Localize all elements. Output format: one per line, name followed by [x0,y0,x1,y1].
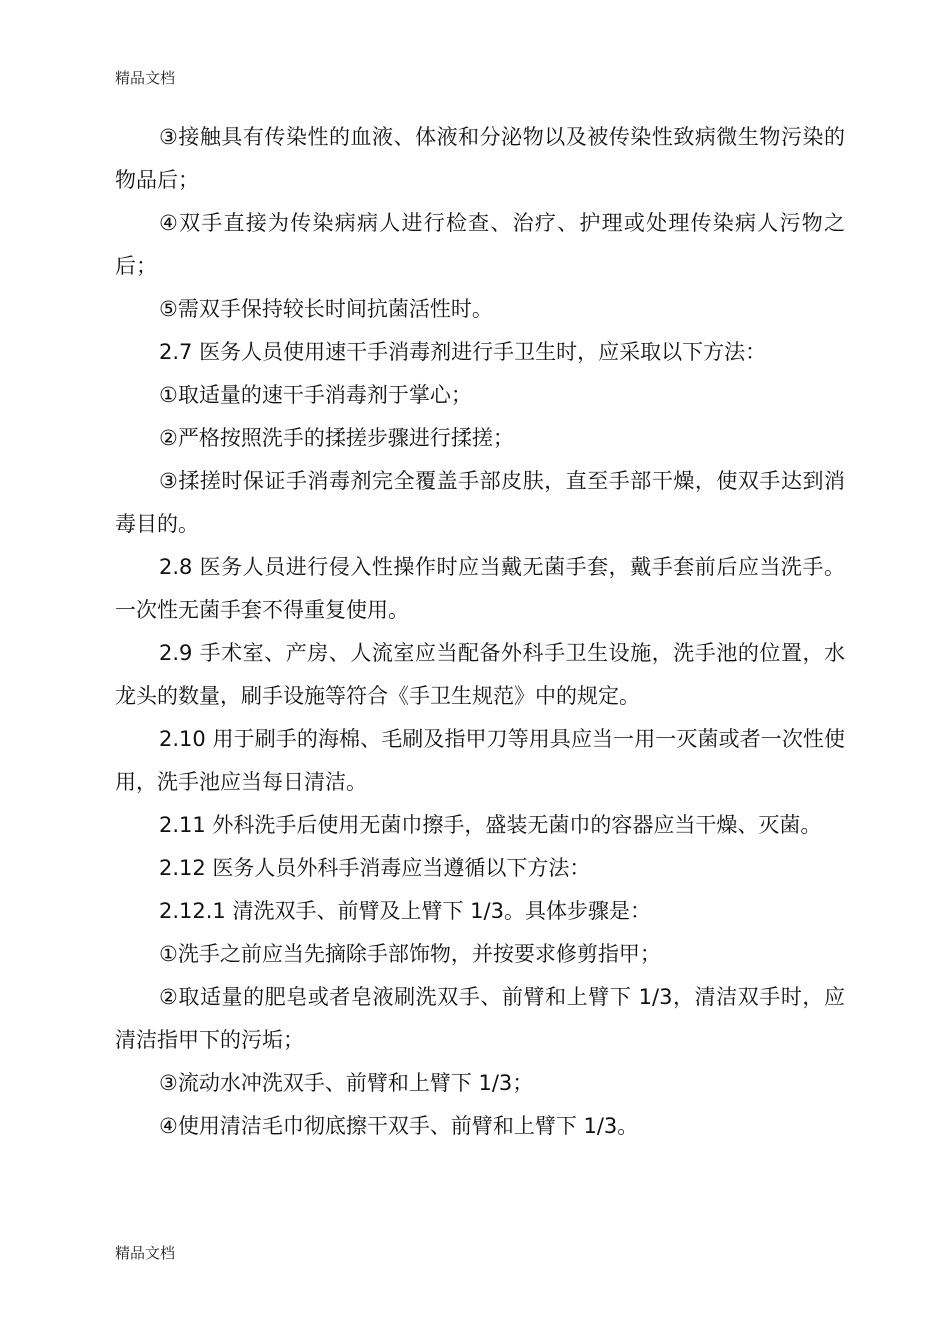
paragraph: 2.12.1 清洗双手、前臂及上臂下 1/3。具体步骤是： [159,899,651,923]
paragraph: ④使用清洁毛巾彻底擦干双手、前臂和上臂下 1/3。 [159,1114,639,1138]
paragraph: ①取适量的速干手消毒剂于掌心； [159,383,472,407]
paragraph: ③接触具有传染性的血液、体液和分泌物以及被传染性致病微生物污染的物品后； [115,125,845,192]
paragraph: ③流动水冲洗双手、前臂和上臂下 1/3； [159,1071,534,1095]
document-body [115,116,845,1148]
paragraph: 2.8 医务人员进行侵入性操作时应当戴无菌手套，戴手套前后应当洗手。一次性无菌手套不得重复使用。 [115,555,845,622]
paragraph: ⑤需双手保持较长时间抗菌活性时。 [159,297,493,321]
paragraph: 2.7 医务人员使用速干手消毒剂进行手卫生时，应采取以下方法： [159,340,767,364]
paragraph: ②严格按照洗手的揉搓步骤进行揉搓； [159,426,514,450]
paragraph: 2.11 外科洗手后使用无菌巾擦手，盛装无菌巾的容器应当干燥、灭菌。 [159,813,822,837]
paragraph: 2.10 用于刷手的海棉、毛刷及指甲刀等用具应当一用一灭菌或者一次性使用，洗手池应当每日清洁。 [115,727,845,794]
page-footer-label: 精品文档 [115,1244,176,1262]
paragraph: ③揉搓时保证手消毒剂完全覆盖手部皮肤，直至手部干燥，使双手达到消毒目的。 [115,469,845,536]
paragraph: ④双手直接为传染病病人进行检查、治疗、护理或处理传染病人污物之后； [115,211,845,278]
page-header-label: 精品文档 [115,69,176,87]
paragraph: ②取适量的肥皂或者皂液刷洗双手、前臂和上臂下 1/3，清洁双手时，应清洁指甲下的污垢； [115,985,845,1052]
paragraph: ①洗手之前应当先摘除手部饰物，并按要求修剪指甲； [159,942,661,966]
paragraph: 2.9 手术室、产房、人流室应当配备外科手卫生设施，洗手池的位置，水龙头的数量，刷手设施等符合《手卫生规范》中的规定。 [115,641,845,708]
paragraph: 2.12 医务人员外科手消毒应当遵循以下方法： [159,856,591,880]
